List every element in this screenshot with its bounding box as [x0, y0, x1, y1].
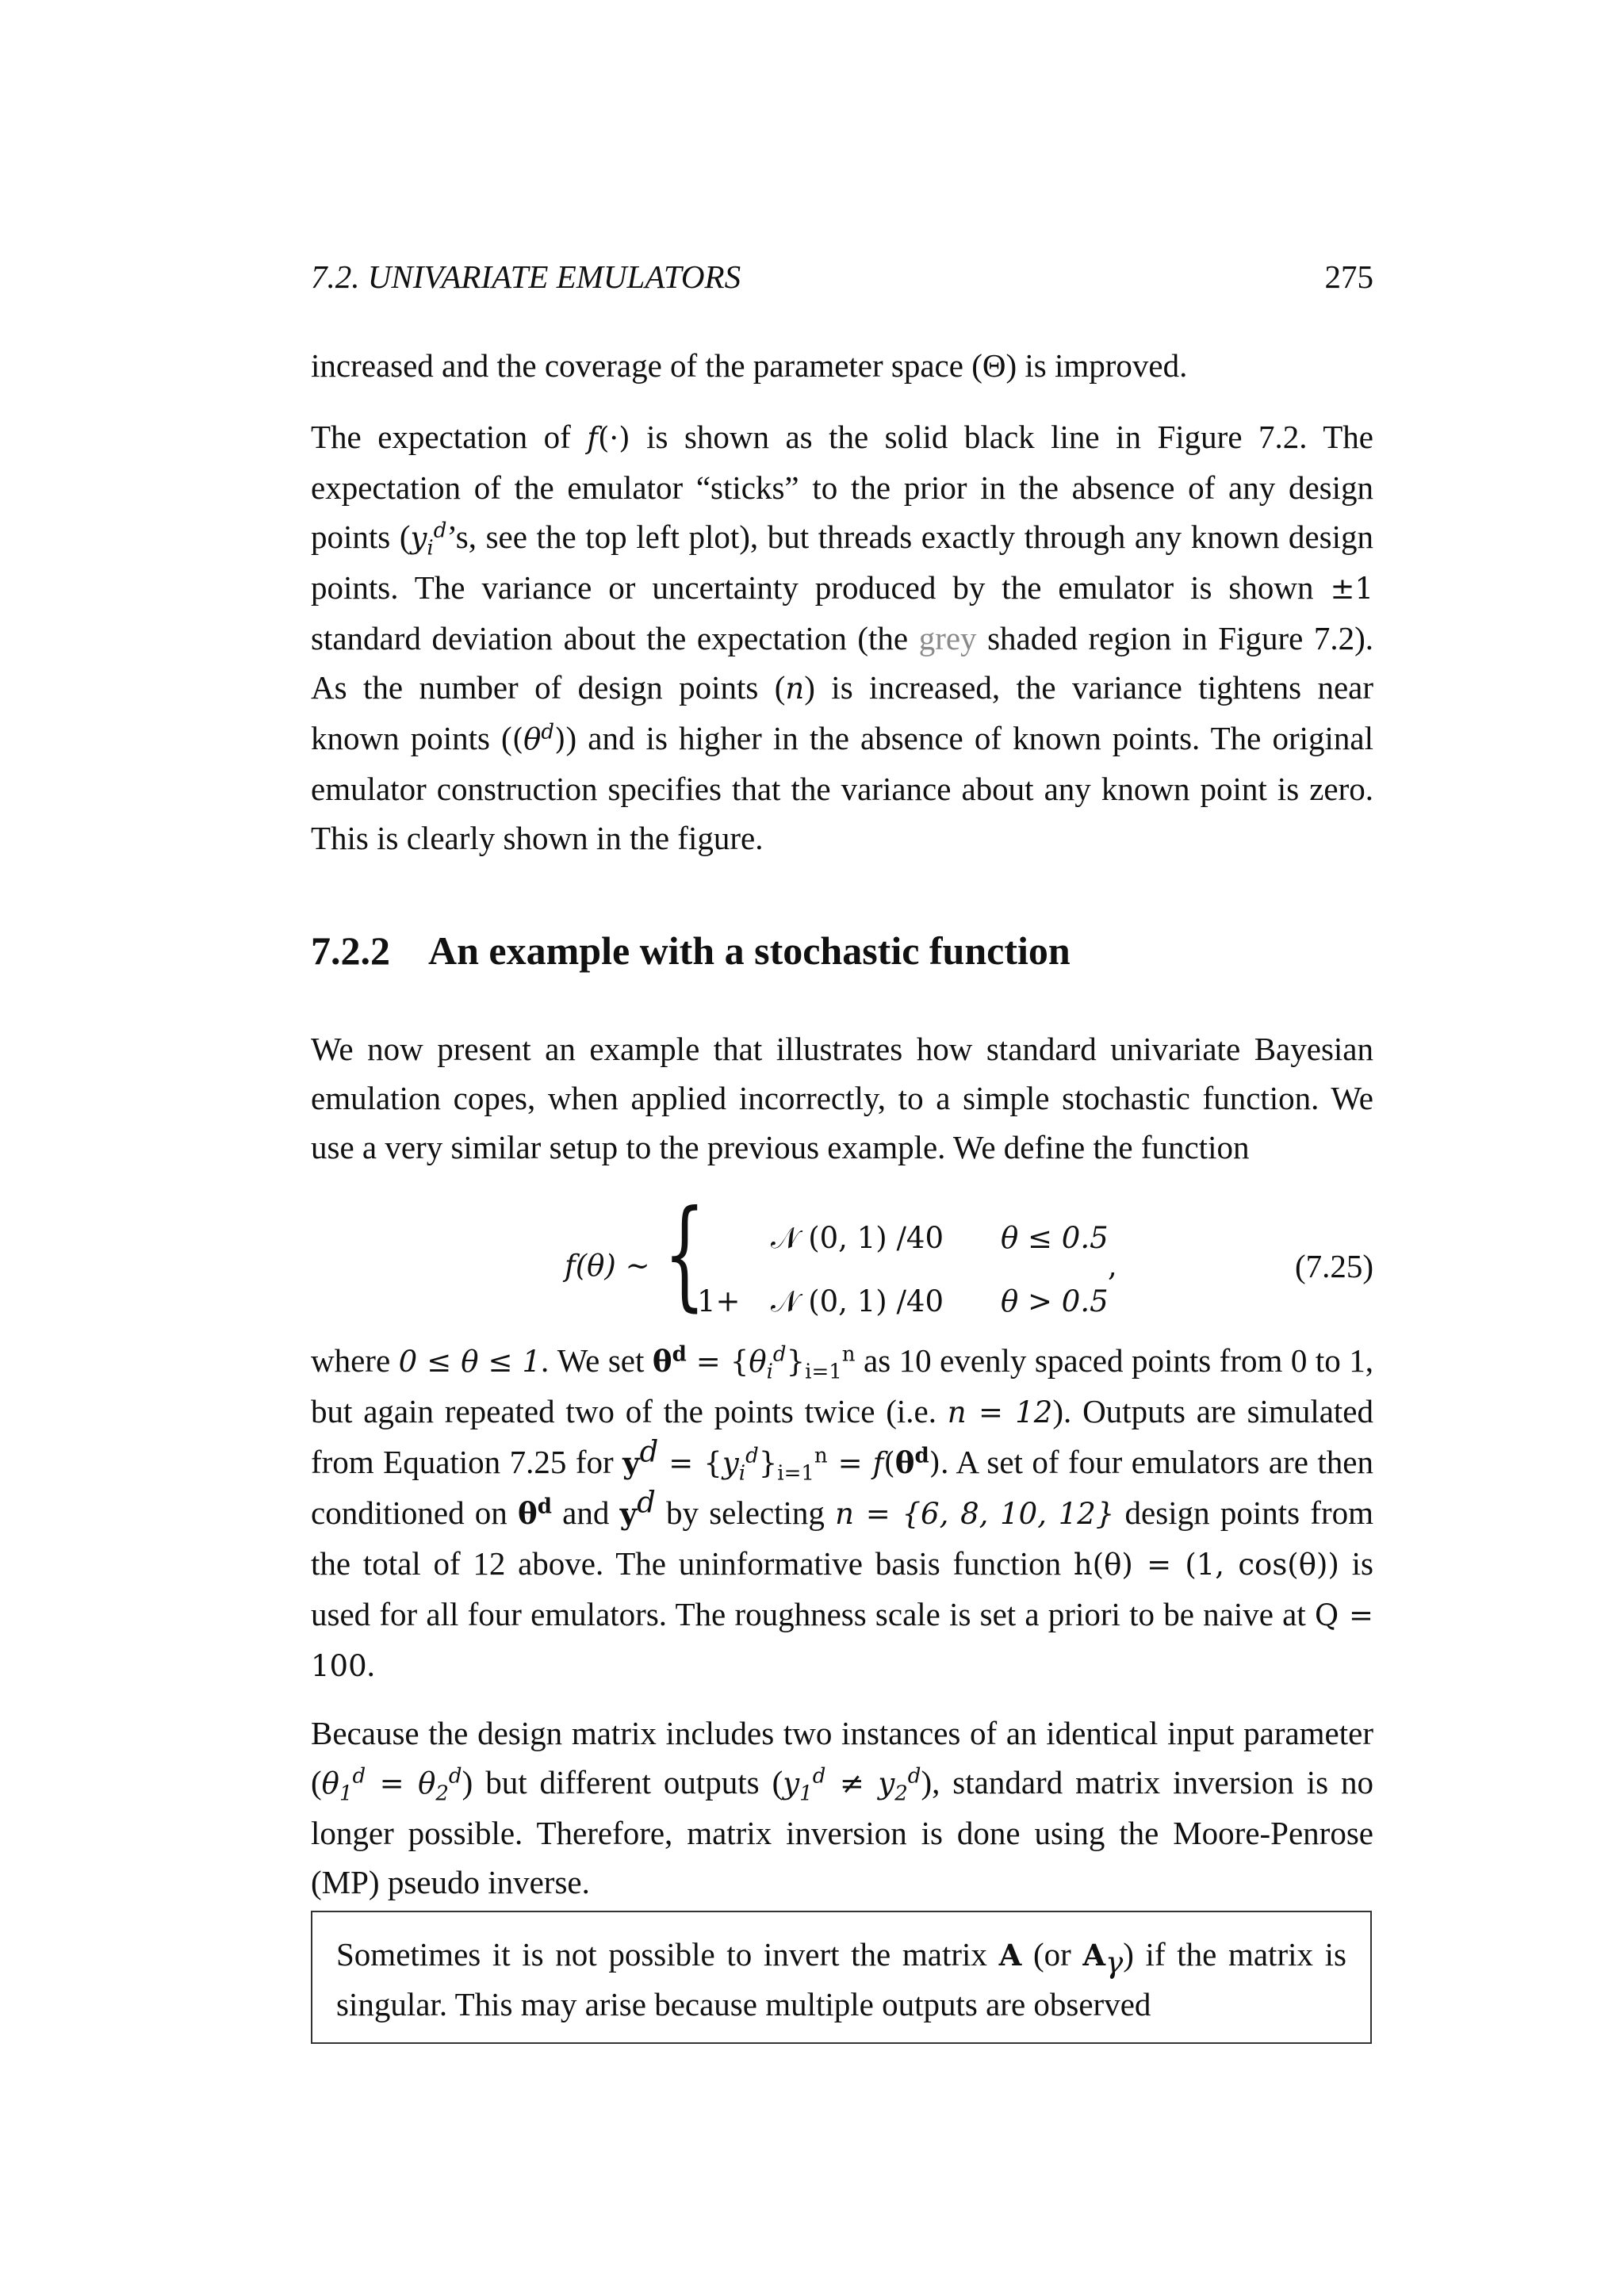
equation-brace: { [664, 1185, 706, 1323]
equation-row1-expr: 𝒩 (0, 1) /40 [771, 1221, 944, 1255]
equation-lhs: f(θ) ~ [565, 1249, 650, 1283]
equation-row1-cond: θ ≤ 0.5 [1001, 1221, 1109, 1255]
equation-number: (7.25) [1294, 1248, 1373, 1284]
section-heading [311, 928, 1071, 974]
equation-row2-prefix: 1+ [697, 1284, 741, 1318]
grey-word: grey [918, 620, 977, 656]
paragraph-4: where 0 ≤ θ ≤ 1. We set $\theta^d = \{\theta_i^d\}_{i=1}^n$ as 10 evenly spaced points from 0 to 1, but again repeated two of the points twice (i.e. n = 12). Outputs are simulated from Equation 7.25 for $y^d = \{y_i^d\}_{i=1}^n = f(\theta^d)$. A set of four emulators are then conditioned on $\theta^d$ and $y^d$ by selecting n = {6, 8, 10, 12} design points from the total of 12 above. The uninformative basis function h(θ) = (1, cos(θ)) is used for all four emulators. The roughness scale is set a priori to be naive at Q = 100. [311, 1342, 1374, 1683]
running-header [311, 258, 1373, 296]
paragraph-1: increased and the coverage of the parameter space (Θ) is improved. [311, 347, 1188, 384]
paragraph-3: We now present an example that illustrates how standard univariate Bayesian emulation copes, when applied incorrectly, to a simple stochastic function. We use a very similar setup to the previous example. We define the function [311, 1031, 1373, 1165]
paragraph-5: Because the design matrix includes two instances of an identical input parameter $(\theta_1^d = \theta_2^d)$ but different outputs $(y_1^d \ne y_2^d)$, standard matrix inversion is no longer possible. Therefore, matrix inversion is done using the Moore-Penrose (MP) pseudo inverse. [311, 1715, 1373, 1900]
page-number: 275 [1324, 258, 1373, 295]
note-box: Sometimes it is not possible to invert the matrix A (or $A_\gamma$) if the matrix is singular. This may arise because multiple outputs are observed [311, 1911, 1372, 2044]
section-number: 7.2.2 [311, 928, 390, 973]
paragraph-2: The expectation of f(·) is shown as the solid black line in Figure 7.2. The expectation of the emulator “sticks” to the prior in the absence of any design points ($y_i^d’s$, see the top left plot), but threads exactly through any known design points. The variance or uncertainty produced by the emulator is shown ±1 standard deviation about the expectation (the grey shaded region in Figure 7.2). As the number of design points (n) is increased, the variance tightens near known points $((\theta^d))$ and is higher in the absence of known points. The original emulator construction specifies that the variance about any known point is zero. This is clearly shown in the figure. [311, 419, 1374, 856]
running-header-section: 7.2. UNIVARIATE EMULATORS [311, 258, 741, 295]
equation-7-25: f(θ) ~ { 𝒩 (0, 1) /40 θ ≤ 0.5 1+ 𝒩 (0, 1) /40 θ > 0.5 , (7.25) [565, 1185, 1373, 1323]
equation-row2-expr: 𝒩 (0, 1) /40 [771, 1284, 944, 1318]
equation-row2-cond: θ > 0.5 [1001, 1284, 1109, 1318]
section-title: An example with a stochastic function [428, 928, 1071, 973]
